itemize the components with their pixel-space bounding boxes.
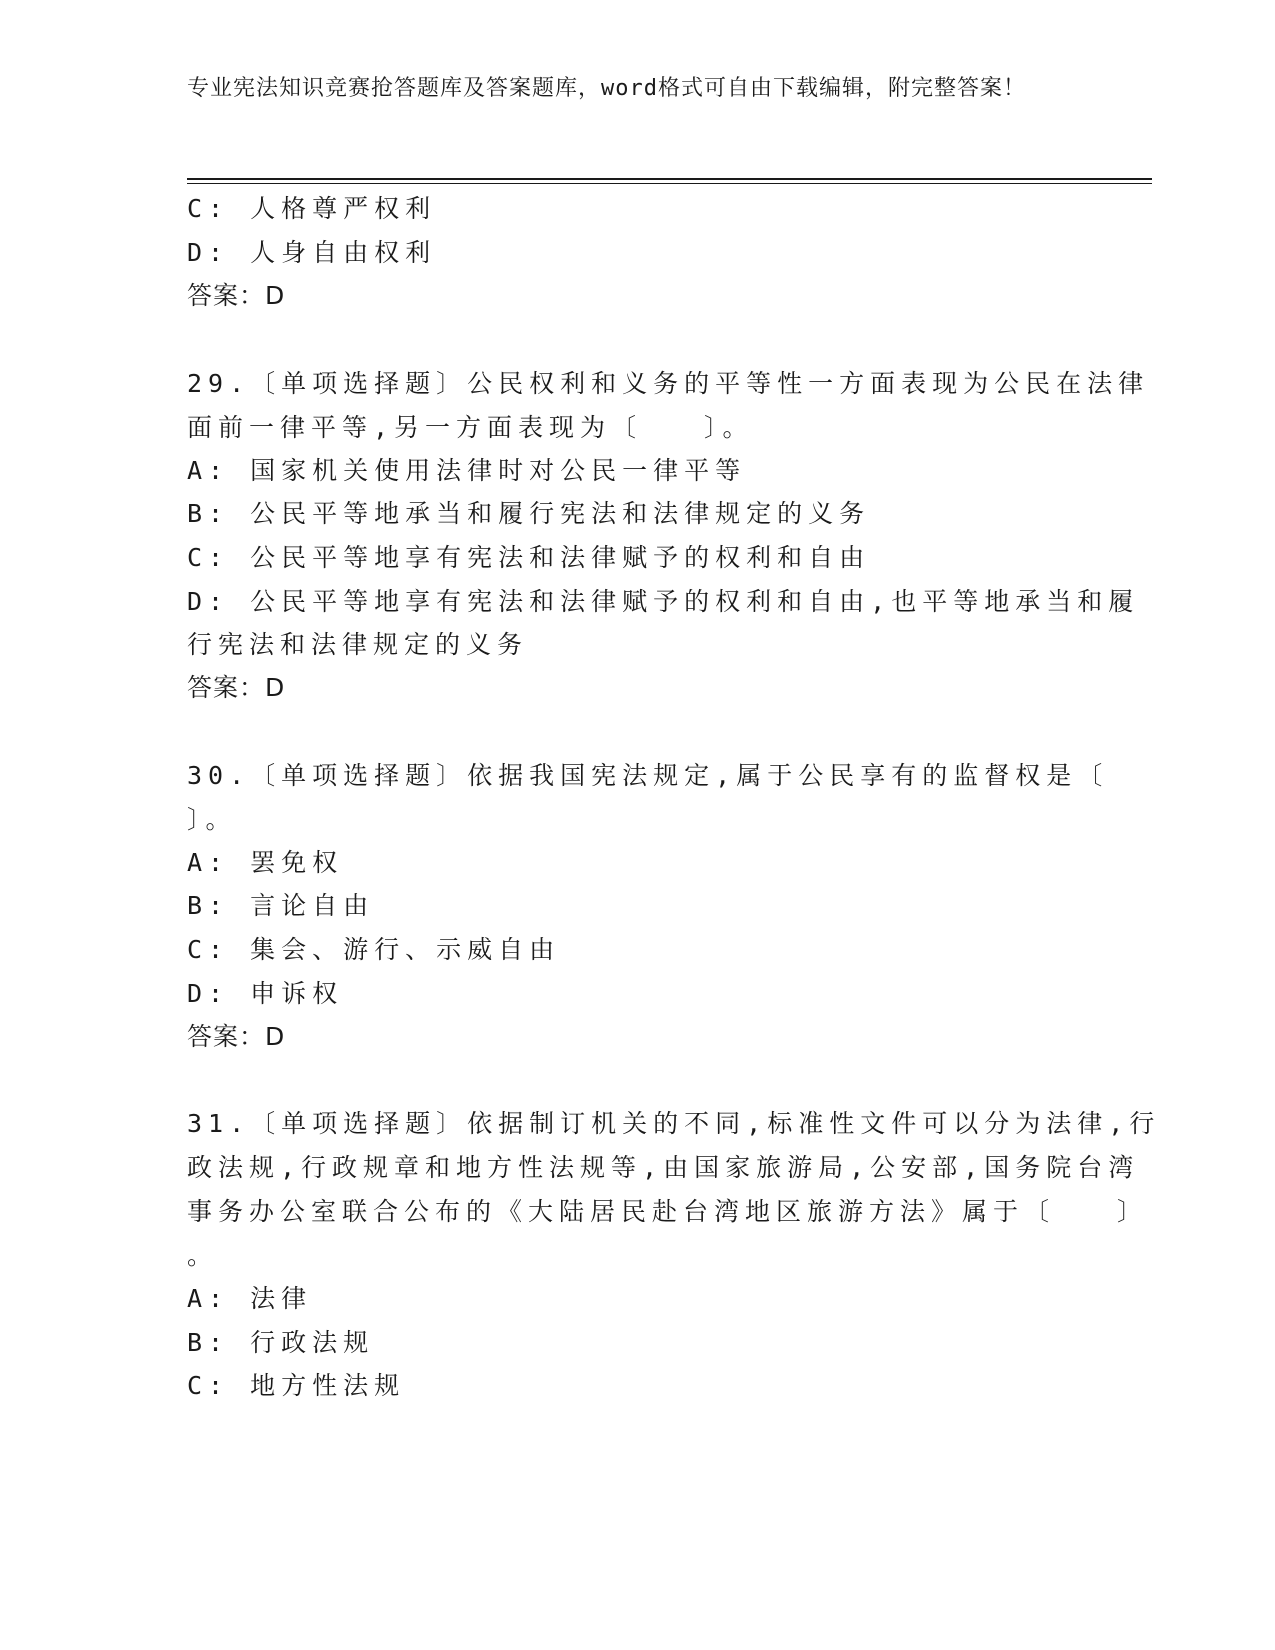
q29-option-d-line2: 行宪法和法律规定的义务	[187, 630, 529, 659]
q29-option-a: A: 国家机关使用法律时对公民一律平等	[187, 456, 747, 485]
q31-option-a: A: 法律	[187, 1284, 313, 1313]
q30-stem-line1: 30.〔单项选择题〕依据我国宪法规定,属于公民享有的监督权是〔	[187, 761, 1109, 790]
q31-option-c: C: 地方性法规	[187, 1371, 406, 1400]
header-rule-thin	[187, 183, 1152, 184]
q29-answer: 答案：D	[187, 673, 286, 702]
q29-option-c: C: 公民平等地享有宪法和法律赋予的权利和自由	[187, 543, 871, 572]
q28-option-c: C: 人格尊严权利	[187, 194, 437, 223]
q31-option-b: B: 行政法规	[187, 1328, 375, 1357]
q29-option-b: B: 公民平等地承当和履行宪法和法律规定的义务	[187, 499, 871, 528]
q30-option-d: D: 申诉权	[187, 979, 344, 1008]
q31-stem-line1: 31.〔单项选择题〕依据制订机关的不同,标准性文件可以分为法律,行	[187, 1109, 1161, 1138]
q30-option-c: C: 集会、游行、示威自由	[187, 935, 561, 964]
q31-stem-line2: 政法规,行政规章和地方性法规等,由国家旅游局,公安部,国务院台湾	[187, 1153, 1140, 1182]
q30-option-a: A: 罢免权	[187, 848, 344, 877]
q29-stem-line2: 面前一律平等,另一方面表现为〔 〕。	[187, 413, 754, 442]
q30-answer: 答案：D	[187, 1022, 286, 1051]
header-rule-thick	[187, 178, 1152, 180]
q31-stem-line3: 事务办公室联合公布的《大陆居民赴台湾地区旅游方法》属于〔 〕	[187, 1197, 1149, 1226]
document-header: 专业宪法知识竞赛抢答题库及答案题库，word格式可自由下载编辑，附完整答案！	[187, 76, 1026, 101]
q29-stem-line1: 29.〔单项选择题〕公民权利和义务的平等性一方面表现为公民在法律	[187, 369, 1150, 398]
q30-stem-line2: 〕。	[187, 805, 237, 834]
q29-option-d-line1: D: 公民平等地享有宪法和法律赋予的权利和自由,也平等地承当和履	[187, 587, 1140, 616]
q31-stem-line4: 。	[187, 1241, 219, 1270]
q28-answer: 答案：D	[187, 281, 286, 310]
q28-option-d: D: 人身自由权利	[187, 238, 437, 267]
q30-option-b: B: 言论自由	[187, 891, 375, 920]
